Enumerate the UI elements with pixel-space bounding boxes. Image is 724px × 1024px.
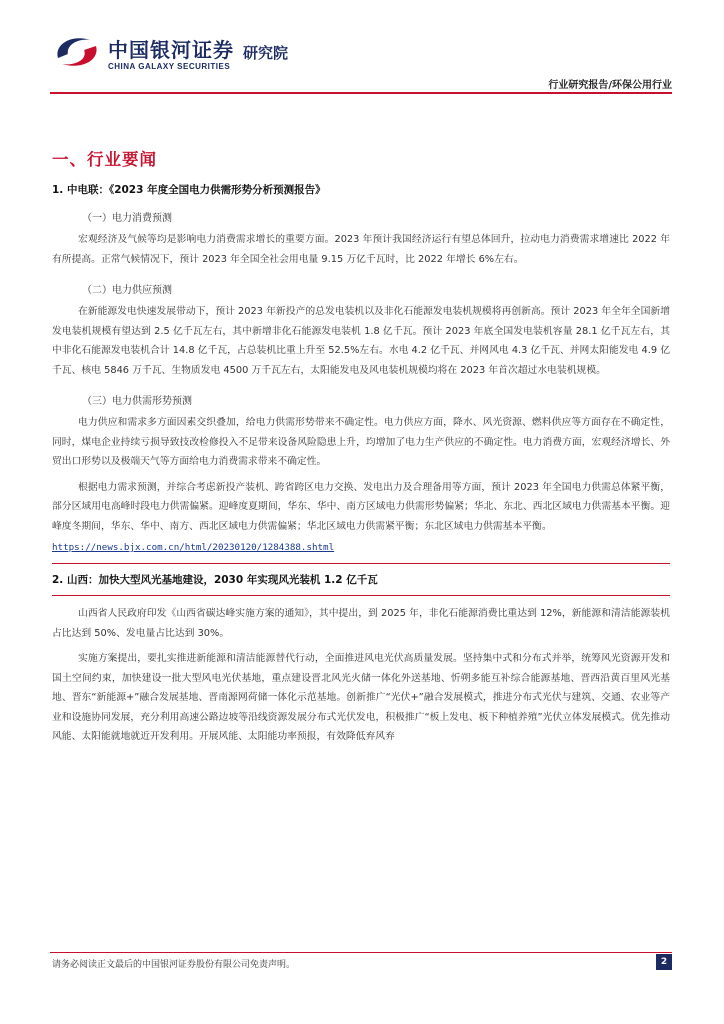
news-item-2-para-1: 山西省人民政府印发《山西省碳达峰实施方案的通知》，其中提出，到 2025 年，非化石能源消费比重达到 12%，新能源和清洁能源装机占比达到 50%、发电量占比达到 30%。 (52, 608, 670, 639)
news-item-1-para-3: 电力供应和需求多方面因素交织叠加，给电力供需形势带来不确定性。电力供应方面，降水、风光资源、燃料供应等方面存在不确定性，同时，煤电企业持续亏损导致技改检修投入不足带来设备风险隐患上升，均增加了电力生产供应的不确定性。电力消费方面，宏观经济增长、外贸出口形势以及极端天气等方面给电力消费需求带来不确定性。 (52, 417, 670, 467)
news-item-2-title: 2. 山西：加快大型风光基地建设，2030 年实现风光装机 1.2 亿千瓦 (52, 574, 378, 586)
news-item-2-para-2: 实施方案提出，要扎实推进新能源和清洁能源替代行动，全面推进风电光伏高质量发展。坚持集中式和分布式并举，统筹风光资源开发和国土空间约束，加快建设一批大型风电光伏基地，重点建设晋北风光火储一体化外送基地、忻朔多能互补综合能源基地、晋西沿黄百里风光基地、晋东“新能源+”融合发展基地、晋南源网荷储一体化示范基地。创新推广“光伏+”融合发展模式，推进分布式光伏与建筑、交通、农业等产业和设施协同发展，充分利用高速公路边坡等沿线资源发展分布式光伏发电，积极推广“板上发电、板下种植养殖”光伏立体发展模式。优先推动风能、太阳能就地就近开发利用。开展风能、太阳能功率预报，有效降低弃风弃 (52, 653, 670, 742)
header-divider (50, 92, 672, 94)
main-content (52, 146, 670, 753)
news-item-1-para-2: 在新能源发电快速发展带动下，预计 2023 年新投产的总发电装机以及非化石能源发电装机规模将再创新高。预计 2023 年全年全国新增发电装机规模有望达到 2.5 亿千瓦左右，其中新增非化石能源发电装机 1.8 亿千瓦。预计 2023 年底全国发电装机容量 28.1 亿千瓦左右，其中非化石能源发电装机合计 14.8 亿千瓦，占总装机比重上升至 52.5%左右。水电 4.2 亿千瓦、并网风电 4.3 亿千瓦、并网太阳能发电 4.9 亿千瓦、核电 5846 万千瓦、生物质发电 4500 万千瓦左右，太阳能发电及风电装机规模均将在 2023 年首次超过水电装机规模。 (52, 306, 670, 376)
brand-name-cn: 中国银河证券 (108, 38, 234, 62)
galaxy-logo-icon (50, 32, 102, 72)
news-item-1-sub-2: （二）电力供应预测 (82, 285, 172, 296)
report-category: 行业研究报告/环保公用行业 (548, 80, 672, 91)
news-item-1-para-4: 根据电力需求预测，并综合考虑新投产装机、跨省跨区电力交换、发电出力及合理备用等方面，预计 2023 年全国电力供需总体紧平衡，部分区域用电高峰时段电力供需偏紧。迎峰度夏期间，华东、华中、南方区域电力供需形势偏紧；华北、东北、西北区域电力供需基本平衡。迎峰度冬期间，华东、华中、南方、西北区域电力供需偏紧；华北区域电力供需紧平衡；东北区域电力供需基本平衡。 (52, 481, 670, 532)
news-item-1-sub-1: （一）电力消费预测 (82, 213, 172, 224)
footer-divider (50, 952, 672, 953)
institute-label: 研究院 (243, 44, 289, 62)
brand-name-en: CHINA GALAXY SECURITIES (108, 62, 231, 71)
page-number: 2 (656, 954, 672, 970)
news-item-1-para-1: 宏观经济及气候等均是影响电力消费需求增长的重要方面。2023 年预计我国经济运行有望总体回升，拉动电力消费需求增速比 2022 年有所提高。正常气候情况下，预计 2023 年全国全社会用电量 9.15 万亿千瓦时，比 2022 年增长 6%左右。 (52, 234, 670, 265)
source-link[interactable]: https://news.bjx.com.cn/html/20230120/1284388.shtml (52, 542, 335, 553)
item-divider (52, 563, 670, 564)
section-title: 一、行业要闻 (52, 150, 157, 169)
disclaimer-note: 请务必阅读正文最后的中国银河证券股份有限公司免责声明。 (52, 960, 296, 970)
item-divider (52, 595, 670, 596)
news-item-1-title: 1. 中电联：《2023 年度全国电力供需形势分析预测报告》 (52, 184, 326, 196)
news-item-1-sub-3: （三）电力供需形势预测 (82, 396, 192, 407)
